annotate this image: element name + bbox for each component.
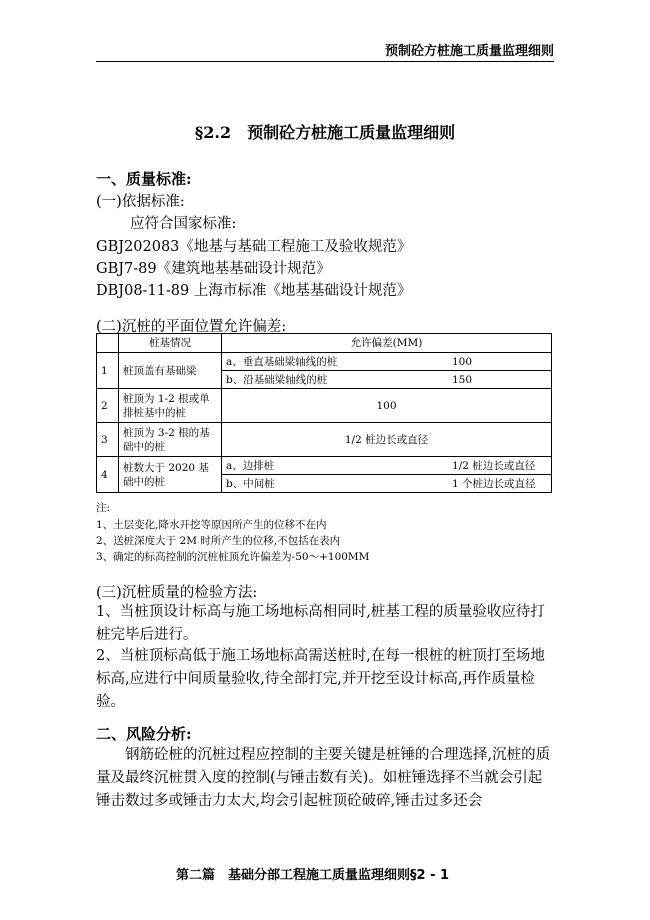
table-header-situation: 桩基情况: [119, 334, 222, 353]
note-item: 1、土层变化,降水开挖等原因所产生的位移不在内: [96, 519, 327, 531]
row-situation: 桩数大于 2020 基础中的桩: [119, 457, 222, 493]
row-value: 1/2 桩边长或直径: [222, 423, 552, 457]
table-cell: [97, 334, 119, 353]
row-situation: 桩顶为 1-2 根或单排桩基中的桩: [119, 389, 222, 423]
row-number: 2: [97, 389, 119, 423]
table-row: [97, 353, 552, 371]
inspection-method: 2、当桩顶标高低于施工场地标高需送桩时,在每一根桩的桩顶打至场地标高,应进行中间质量验收,待全部打完,并开挖至设计标高,再作质量检验。: [96, 648, 545, 710]
notes-label: 注:: [96, 502, 111, 514]
page-title: §2.2 预制砼方桩施工质量监理细则: [194, 123, 456, 142]
row-subitem: [222, 475, 552, 493]
note-item: 3、确定的标高控制的沉桩桩顶允许偏差为-50～+100MM: [96, 551, 370, 563]
subheading-basis: (一)依据标准:: [96, 194, 185, 210]
row-subitem: [222, 371, 552, 389]
subitem-desc: a、垂直基础梁轴线的桩: [226, 355, 338, 368]
note-item: 2、送桩深度大于 2M 时所产生的位移,不包括在表内: [96, 535, 341, 547]
table-header-deviation: 允许偏差(MM): [222, 334, 552, 353]
row-number: 4: [97, 457, 119, 493]
table-row: [97, 457, 552, 475]
standard-item: GBJ202083《地基与基础工程施工及验收规范》: [96, 239, 412, 255]
row-value: 100: [222, 389, 552, 423]
subitem-value: 1 个桩边长或直径: [452, 477, 536, 490]
subheading-inspection: (三)沉桩质量的检验方法:: [96, 585, 258, 601]
standard-item: DBJ08-11-89 上海市标准《地基基础设计规范》: [96, 283, 412, 299]
subitem-desc: b、中间桩: [226, 477, 275, 490]
standard-item: GBJ7-89《建筑地基基础设计规范》: [96, 261, 331, 277]
table-header-row: [97, 334, 552, 353]
row-number: 1: [97, 353, 119, 389]
row-situation: 桩顶为 3-2 根的基础中的桩: [119, 423, 222, 457]
risk-paragraph: 钢筋砼桩的沉桩过程应控制的主要关键是桩锤的合理选择,沉桩的质量及最终沉桩贯入度的控制(与锤击数有关)。如桩锤选择不当就会引起锤击数过多或锤击力太大,均会引起桩顶砼破碎,锤击过多还会: [96, 747, 551, 809]
table-row: [97, 389, 552, 423]
row-subitem: [222, 353, 552, 371]
subitem-value: 100: [452, 355, 473, 368]
header-rule: [96, 61, 554, 62]
row-subitem: [222, 457, 552, 475]
subitem-value: 1/2 桩边长或直径: [452, 459, 536, 472]
table-row: [97, 423, 552, 457]
subheading-deviation: (二)沉桩的平面位置允许偏差:: [96, 319, 287, 335]
page-footer: 第二篇 基础分部工程施工质量监理细则§2 - 1: [176, 868, 450, 883]
row-situation: 桩顶盖有基础梁: [119, 353, 222, 389]
standards-intro: 应符合国家标准:: [130, 216, 237, 232]
deviation-table: [96, 333, 552, 493]
subitem-desc: b、沿基础梁轴线的桩: [226, 373, 328, 386]
subitem-desc: a、边排桩: [226, 459, 275, 472]
inspection-method: 1、当桩顶设计标高与施工场地标高相同时,桩基工程的质量验收应待打桩完毕后进行。: [96, 604, 545, 643]
section-heading-risk: 二、风险分析:: [96, 725, 192, 743]
running-header: 预制砼方桩施工质量监理细则: [384, 44, 554, 59]
section-heading-quality: 一、质量标准:: [96, 170, 192, 188]
row-number: 3: [97, 423, 119, 457]
subitem-value: 150: [452, 373, 473, 386]
